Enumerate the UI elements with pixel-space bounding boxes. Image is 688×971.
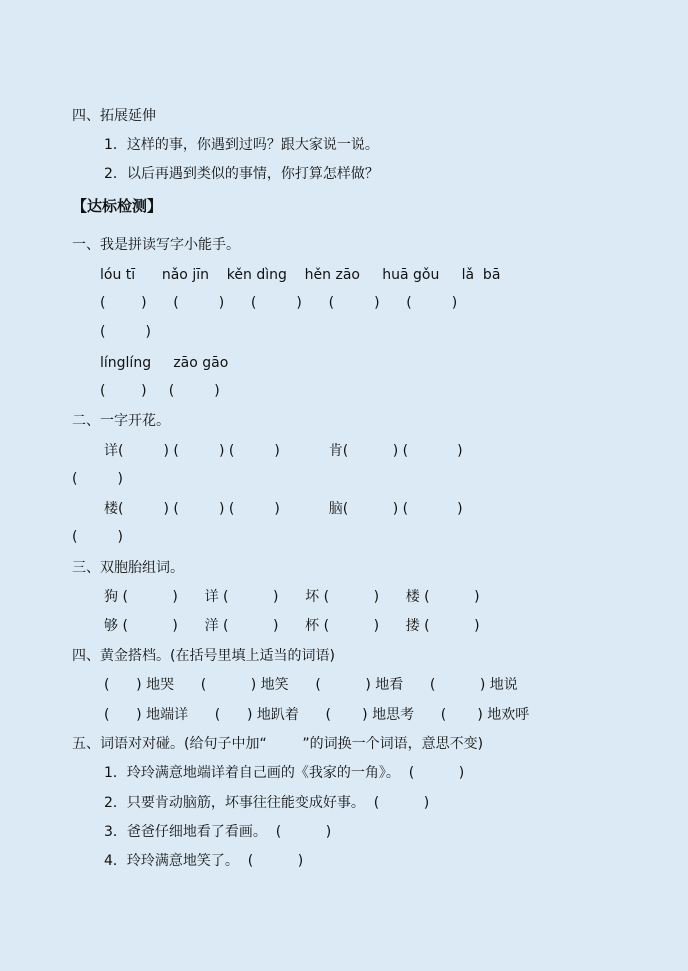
sentence-3: 3．爸爸仔细地看了看画。 ( ) bbox=[104, 824, 332, 840]
sentence-2: 2．只要肯动脑筋，坏事往往能变成好事。 ( ) bbox=[104, 795, 430, 811]
twins-row-2: 够 ( ) 洋 ( ) 杯 ( ) 搂 ( ) bbox=[104, 618, 480, 634]
section-2-heading: 二、一字开花。 bbox=[72, 413, 170, 429]
pinyin-row-2: línglíng zāo gāo bbox=[100, 355, 229, 371]
flower-row-1: 详( ) ( ) ( ) 肯( ) ( ) bbox=[104, 443, 463, 459]
sentence-4: 4．玲玲满意地笑了。 ( ) bbox=[104, 853, 304, 869]
test-title: 【达标检测】 bbox=[72, 197, 163, 215]
extension-question-1: 1．这样的事，你遇到过吗？跟大家说一说。 bbox=[104, 137, 379, 153]
blanks-row-1-cont: ( ) bbox=[100, 324, 151, 340]
partner-row-1: ( ) 地哭 ( ) 地笑 ( ) 地看 ( ) 地说 bbox=[104, 677, 518, 693]
section-4-heading: 四、黄金搭档。(在括号里填上适当的词语) bbox=[72, 648, 335, 664]
blanks-row-1: ( ) ( ) ( ) ( ) ( ) bbox=[100, 295, 458, 311]
section-3-heading: 三、双胞胎组词。 bbox=[72, 560, 184, 576]
sentence-1: 1．玲玲满意地端详着自己画的《我家的一角》。 ( ) bbox=[104, 765, 465, 781]
pinyin-row-1: lóu tī nǎo jīn kěn dìng hěn zāo huā gǒu lǎ bā bbox=[100, 267, 501, 283]
blanks-row-2: ( ) ( ) bbox=[100, 383, 220, 399]
flower-row-2-cont: ( ) bbox=[72, 529, 123, 545]
twins-row-1: 狗 ( ) 详 ( ) 坏 ( ) 楼 ( ) bbox=[104, 589, 480, 605]
extension-question-2: 2．以后再遇到类似的事情，你打算怎样做？ bbox=[104, 166, 379, 182]
partner-row-2: ( ) 地端详 ( ) 地趴着 ( ) 地思考 ( ) 地欢呼 bbox=[104, 707, 530, 723]
section-5-heading: 五、词语对对碰。(给句子中加“ ”的词换一个词语，意思不变) bbox=[72, 736, 484, 752]
flower-row-2: 楼( ) ( ) ( ) 脑( ) ( ) bbox=[104, 501, 463, 517]
section-1-heading: 一、我是拼读写字小能手。 bbox=[72, 237, 240, 253]
flower-row-1-cont: ( ) bbox=[72, 471, 123, 487]
extension-heading: 四、拓展延伸 bbox=[72, 108, 156, 124]
